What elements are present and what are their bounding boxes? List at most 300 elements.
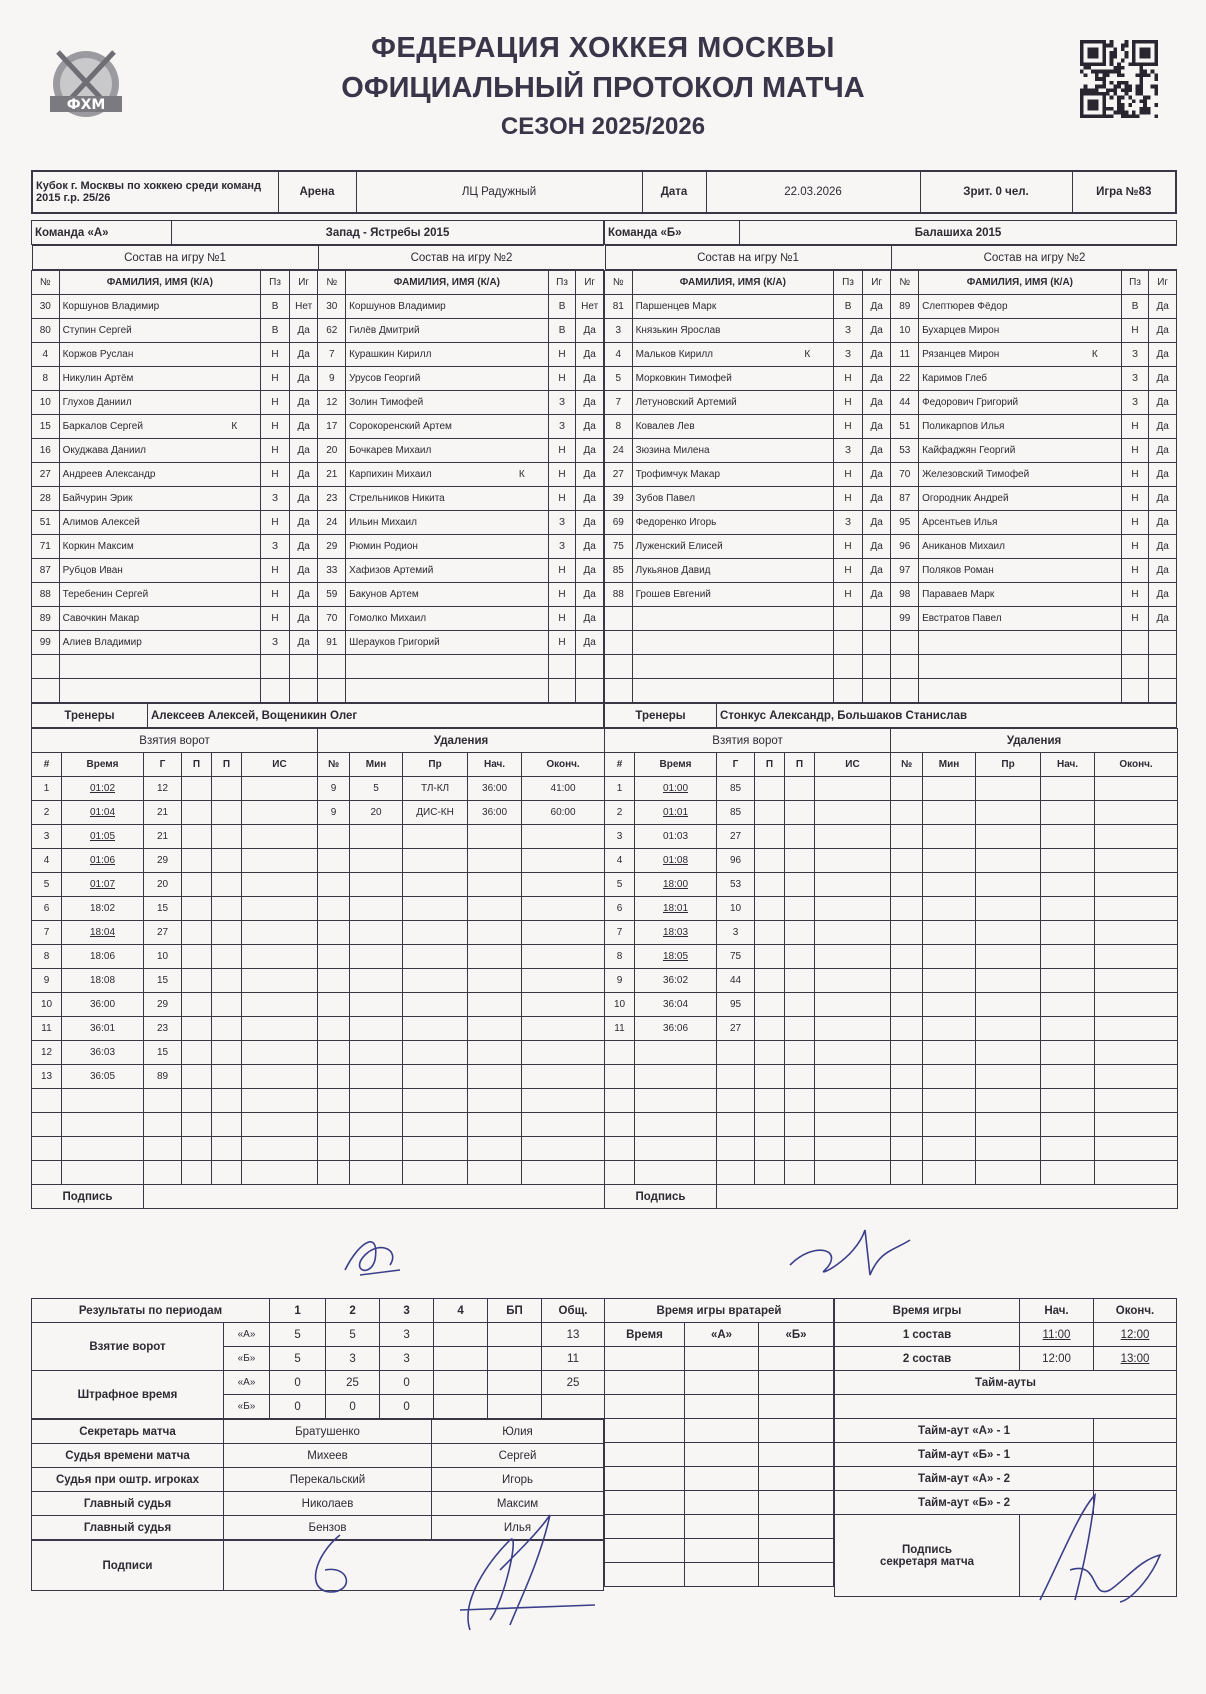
goal-situation [815,969,891,993]
empty-cell [785,1113,815,1137]
player-number: 39 [605,487,633,511]
empty-cell [605,1089,635,1113]
player-plays: Да [289,439,318,463]
goal-assist [755,993,785,1017]
player-plays: Да [576,487,604,511]
empty-cell [976,1161,1041,1185]
empty-cell [785,1089,815,1113]
player-name: Поликарпов Илья [919,415,1122,439]
empty-cell [1121,655,1149,679]
timeout-row: Тайм-аут «А» - 2 [835,1467,1094,1491]
goal-assist [755,825,785,849]
player-name: Байчурин Эрик [59,487,261,511]
goal-assist [212,873,242,897]
player-name: Гомолко Михаил [346,607,549,631]
player-number: 96 [891,535,919,559]
empty-cell [632,679,834,703]
goal-assist [212,993,242,1017]
penalty-start: 36:00 [468,777,522,801]
goal-assist [785,825,815,849]
signatures-label: Подписи [32,1541,224,1591]
player-number: 27 [32,463,60,487]
goal-assist [182,1065,212,1089]
total-goals-a: 13 [542,1323,605,1347]
player-number: 51 [32,511,60,535]
empty-cell [605,1041,635,1065]
team-a-mark: «А» [224,1371,270,1395]
player-name: Федорович Григорий [919,391,1122,415]
period-col: 1 [270,1299,326,1323]
goal-time: 36:04 [635,993,717,1017]
empty-cell [403,1041,468,1065]
player-plays: Да [862,391,891,415]
empty-cell [350,993,403,1017]
empty-cell [685,1371,759,1395]
empty-cell [242,1137,318,1161]
empty-cell [548,655,576,679]
empty-cell [350,1113,403,1137]
empty-cell [919,631,1122,655]
player-plays: Да [289,559,318,583]
empty-cell [59,655,261,679]
team-b-mark: «Б» [224,1347,270,1371]
gametime-end: 12:00 [1094,1323,1177,1347]
goal-assist [212,1065,242,1089]
empty-cell [605,1515,685,1539]
goal-situation [242,945,318,969]
empty-cell [318,969,350,993]
goal-scorer: 12 [144,777,182,801]
header-line1: ФЕДЕРАЦИЯ ХОККЕЯ МОСКВЫ [371,32,835,64]
player-number: 4 [605,343,633,367]
goal-assist [785,945,815,969]
empty-cell [350,1017,403,1041]
goal-number: 10 [32,993,62,1017]
goal-scorer: 44 [717,969,755,993]
player-name: Андреев Александр [59,463,261,487]
arena-value: ЛЦ Радужный [356,171,642,213]
timeout-row: Тайм-аут «А» - 1 [835,1419,1094,1443]
goal-assist [212,825,242,849]
empty-cell [717,1137,755,1161]
goal-assist [755,945,785,969]
team-a-section [31,220,604,1209]
player-number: 97 [891,559,919,583]
player-position: Н [548,463,576,487]
player-number: 27 [605,463,633,487]
empty-cell [891,873,923,897]
signature-icon [340,1230,410,1280]
empty-cell [522,825,605,849]
goal-assist [755,1017,785,1041]
empty-cell [923,1113,976,1137]
signatures-row [31,1540,604,1591]
player-position: Н [548,343,576,367]
date-value: 22.03.2026 [706,171,920,213]
empty-cell [1041,921,1095,945]
goal-col-p: П [755,753,785,777]
empty-cell [976,1113,1041,1137]
cell [488,1347,542,1371]
player-plays: Да [289,535,318,559]
empty-cell [318,945,350,969]
empty-cell [717,1161,755,1185]
gametime-row-label: 2 состав [835,1347,1020,1371]
player-number: 12 [318,391,346,415]
header-line3: СЕЗОН 2025/2026 [500,113,706,140]
team-a-title [31,220,604,270]
player-name: Паршенцев Марк [632,295,834,319]
player-number: 87 [891,487,919,511]
player-number: 59 [318,583,346,607]
player-name: Савочкин Макар [59,607,261,631]
empty-cell [755,1161,785,1185]
player-number: 99 [891,607,919,631]
player-name: Карпихин Михаил К [346,463,549,487]
empty-cell [289,679,318,703]
goal-time: 18:01 [635,897,717,921]
empty-cell [923,993,976,1017]
player-position: В [548,319,576,343]
player-plays: Да [289,607,318,631]
goal-col-p: П [785,753,815,777]
player-number: 85 [605,559,633,583]
player-number: 87 [32,559,60,583]
player-plays: Да [289,631,318,655]
team-a-coaches [31,703,604,728]
empty-cell [144,1113,182,1137]
player-position: Н [261,583,290,607]
official-surname: Перекальский [224,1468,432,1492]
player-plays: Да [1149,367,1177,391]
empty-cell [522,1017,605,1041]
empty-cell [923,777,976,801]
player-position: В [548,295,576,319]
empty-cell [976,921,1041,945]
goal-number: 1 [605,777,635,801]
player-name: Ильин Михаил [346,511,549,535]
empty-cell [468,921,522,945]
empty-cell [522,969,605,993]
team-a-coaches-label: Тренеры [32,704,148,728]
goal-assist [755,969,785,993]
player-number: 62 [318,319,346,343]
official-name: Максим [432,1492,604,1516]
empty-cell [923,1089,976,1113]
empty-cell [755,1089,785,1113]
player-position: З [261,631,290,655]
team-a-label: Команда «А» [32,221,172,245]
empty-cell [923,1161,976,1185]
player-position: З [834,319,863,343]
official-surname: Николаев [224,1492,432,1516]
player-position: З [834,511,863,535]
results-title: Результаты по периодам [32,1299,270,1323]
empty-cell [923,1137,976,1161]
player-plays: Да [289,511,318,535]
goal-assist [755,897,785,921]
goal-situation [242,825,318,849]
goal-situation [242,1017,318,1041]
empty-cell [548,679,576,703]
goal-number: 11 [605,1017,635,1041]
goal-time: 18:08 [62,969,144,993]
empty-cell [522,993,605,1017]
goal-situation [242,777,318,801]
period-results [31,1298,605,1419]
penalty-end: 60:00 [522,801,605,825]
player-number: 17 [318,415,346,439]
player-number: 10 [891,319,919,343]
goal-number: 5 [605,873,635,897]
player-name: Грошев Евгений [632,583,834,607]
empty-cell [605,1065,635,1089]
player-plays: Да [576,511,604,535]
game-time-section [834,1298,1177,1597]
empty-cell [891,849,923,873]
goal-number: 4 [605,849,635,873]
empty-cell [403,825,468,849]
gametime-title: Время игры [835,1299,1020,1323]
player-plays: Да [576,607,604,631]
empty-cell [522,1041,605,1065]
empty-cell [635,1041,717,1065]
pen-col-pr: Пр [976,753,1041,777]
player-number: 30 [32,295,60,319]
penalty-reason: ТЛ-КЛ [403,777,468,801]
player-plays: Да [862,367,891,391]
cell: 0 [380,1371,434,1395]
empty-cell [862,679,891,703]
empty-cell [862,655,891,679]
player-name: Железовский Тимофей [919,463,1122,487]
player-plays: Да [1149,295,1177,319]
empty-cell [522,1065,605,1089]
player-name: Коркин Максим [59,535,261,559]
goal-number: 2 [32,801,62,825]
player-name: Коршунов Владимир [346,295,549,319]
player-plays: Да [862,487,891,511]
empty-cell [1095,825,1178,849]
player-name: Шерауков Григорий [346,631,549,655]
penalty-label: Штрафное время [32,1371,224,1419]
player-position: Н [261,343,290,367]
empty-cell [468,945,522,969]
empty-cell [891,921,923,945]
empty-cell [1041,825,1095,849]
empty-cell [318,1065,350,1089]
cell: 5 [326,1323,380,1347]
goal-scorer: 29 [144,993,182,1017]
empty-cell [632,655,834,679]
goal-scorer: 15 [144,969,182,993]
player-name: Зубов Павел [632,487,834,511]
empty-cell [144,1089,182,1113]
player-position: Н [834,535,863,559]
player-name: Коржов Руслан [59,343,261,367]
empty-cell [1041,1065,1095,1089]
col-pos: Пз [1121,271,1149,295]
empty-cell [350,921,403,945]
empty-cell [834,679,863,703]
empty-cell [685,1563,759,1587]
player-number: 7 [318,343,346,367]
player-plays: Да [862,343,891,367]
empty-cell [522,1089,605,1113]
empty-cell [1095,945,1178,969]
empty-cell [1095,1161,1178,1185]
empty-cell [1149,631,1177,655]
empty-cell [834,631,863,655]
goal-col-g: Г [144,753,182,777]
goal-assist [182,1017,212,1041]
player-name: Ступин Сергей [59,319,261,343]
player-position: Н [1121,583,1149,607]
empty-cell [468,969,522,993]
empty-cell [346,679,549,703]
empty-cell [919,679,1122,703]
player-plays: Да [1149,391,1177,415]
goal-situation [815,921,891,945]
goalie-title: Время игры вратарей [605,1299,834,1323]
goal-scorer: 29 [144,849,182,873]
period-col: 3 [380,1299,434,1323]
empty-cell [923,897,976,921]
goal-assist [212,849,242,873]
results-section [31,1298,604,1591]
gametime-start-header: Нач. [1020,1299,1094,1323]
empty-cell [522,1137,605,1161]
cell: 5 [270,1323,326,1347]
cell: 0 [326,1395,380,1419]
player-position: Н [834,559,863,583]
empty-cell [923,1041,976,1065]
col-num: № [605,271,633,295]
goal-time: 36:00 [62,993,144,1017]
cell [488,1323,542,1347]
player-plays: Да [1149,583,1177,607]
goal-number: 8 [32,945,62,969]
player-plays: Да [1149,559,1177,583]
cell: 3 [380,1323,434,1347]
goal-assist [182,969,212,993]
player-plays: Да [1149,415,1177,439]
empty-cell [182,1113,212,1137]
empty-cell [468,1161,522,1185]
player-plays: Да [1149,319,1177,343]
period-col: Общ. [542,1299,605,1323]
cell: 25 [326,1371,380,1395]
empty-cell [891,1113,923,1137]
col-name: ФАМИЛИЯ, ИМЯ (К/А) [919,271,1122,295]
player-position: Н [261,391,290,415]
goal-number: 9 [32,969,62,993]
empty-cell [403,1089,468,1113]
player-number: 95 [891,511,919,535]
goal-scorer: 85 [717,801,755,825]
goal-time: 18:00 [635,873,717,897]
player-number: 53 [891,439,919,463]
player-plays: Нет [576,295,604,319]
empty-cell [1041,1113,1095,1137]
empty-cell [403,1137,468,1161]
player-position: Н [548,607,576,631]
player-name: Хафизов Артемий [346,559,549,583]
goal-scorer: 23 [144,1017,182,1041]
total-pen-a: 25 [542,1371,605,1395]
player-name: Мальков Кирилл К [632,343,834,367]
goal-assist [182,849,212,873]
col-plays: Иг [289,271,318,295]
goal-time: 01:01 [635,801,717,825]
goal-assist [755,777,785,801]
player-number: 20 [318,439,346,463]
empty-cell [403,897,468,921]
arena-label: Арена [278,171,356,213]
empty-cell [32,1113,62,1137]
empty-cell [144,1161,182,1185]
goal-col-is: ИС [242,753,318,777]
goal-situation [815,945,891,969]
empty-cell [144,1137,182,1161]
empty-cell [923,1017,976,1041]
period-col: БП [488,1299,542,1323]
player-name: Лукьянов Давид [632,559,834,583]
player-position: Н [261,559,290,583]
goal-scorer: 95 [717,993,755,1017]
empty-cell [1041,897,1095,921]
player-plays: Да [576,583,604,607]
player-number: 91 [318,631,346,655]
empty-cell [1121,679,1149,703]
goal-time: 18:05 [635,945,717,969]
goal-assist [182,945,212,969]
pen-col-min: Мин [923,753,976,777]
player-position: В [261,295,290,319]
player-position: З [261,487,290,511]
goalie-time-table [604,1298,834,1587]
empty-cell [261,655,290,679]
empty-cell [605,1443,685,1467]
empty-cell [717,1113,755,1137]
empty-cell [468,1113,522,1137]
goal-scorer: 27 [144,921,182,945]
date-label: Дата [642,171,706,213]
empty-cell [755,1065,785,1089]
goal-scorer: 21 [144,825,182,849]
penalties-title: Удаления [318,729,605,753]
player-position: Н [261,463,290,487]
empty-cell [605,1539,685,1563]
goal-situation [815,1017,891,1041]
player-name: Луженский Елисей [632,535,834,559]
empty-cell [685,1515,759,1539]
goal-time: 01:06 [62,849,144,873]
player-name: Стрельников Никита [346,487,549,511]
player-number: 11 [891,343,919,367]
player-position: Н [548,439,576,463]
col-pos: Пз [548,271,576,295]
player-plays: Да [576,559,604,583]
player-plays: Да [862,511,891,535]
goal-assist [182,897,212,921]
sign-label: Подпись [32,1185,144,1209]
player-position: Н [548,559,576,583]
cell [434,1323,488,1347]
empty-cell [976,801,1041,825]
empty-cell [1041,801,1095,825]
goal-assist [785,873,815,897]
